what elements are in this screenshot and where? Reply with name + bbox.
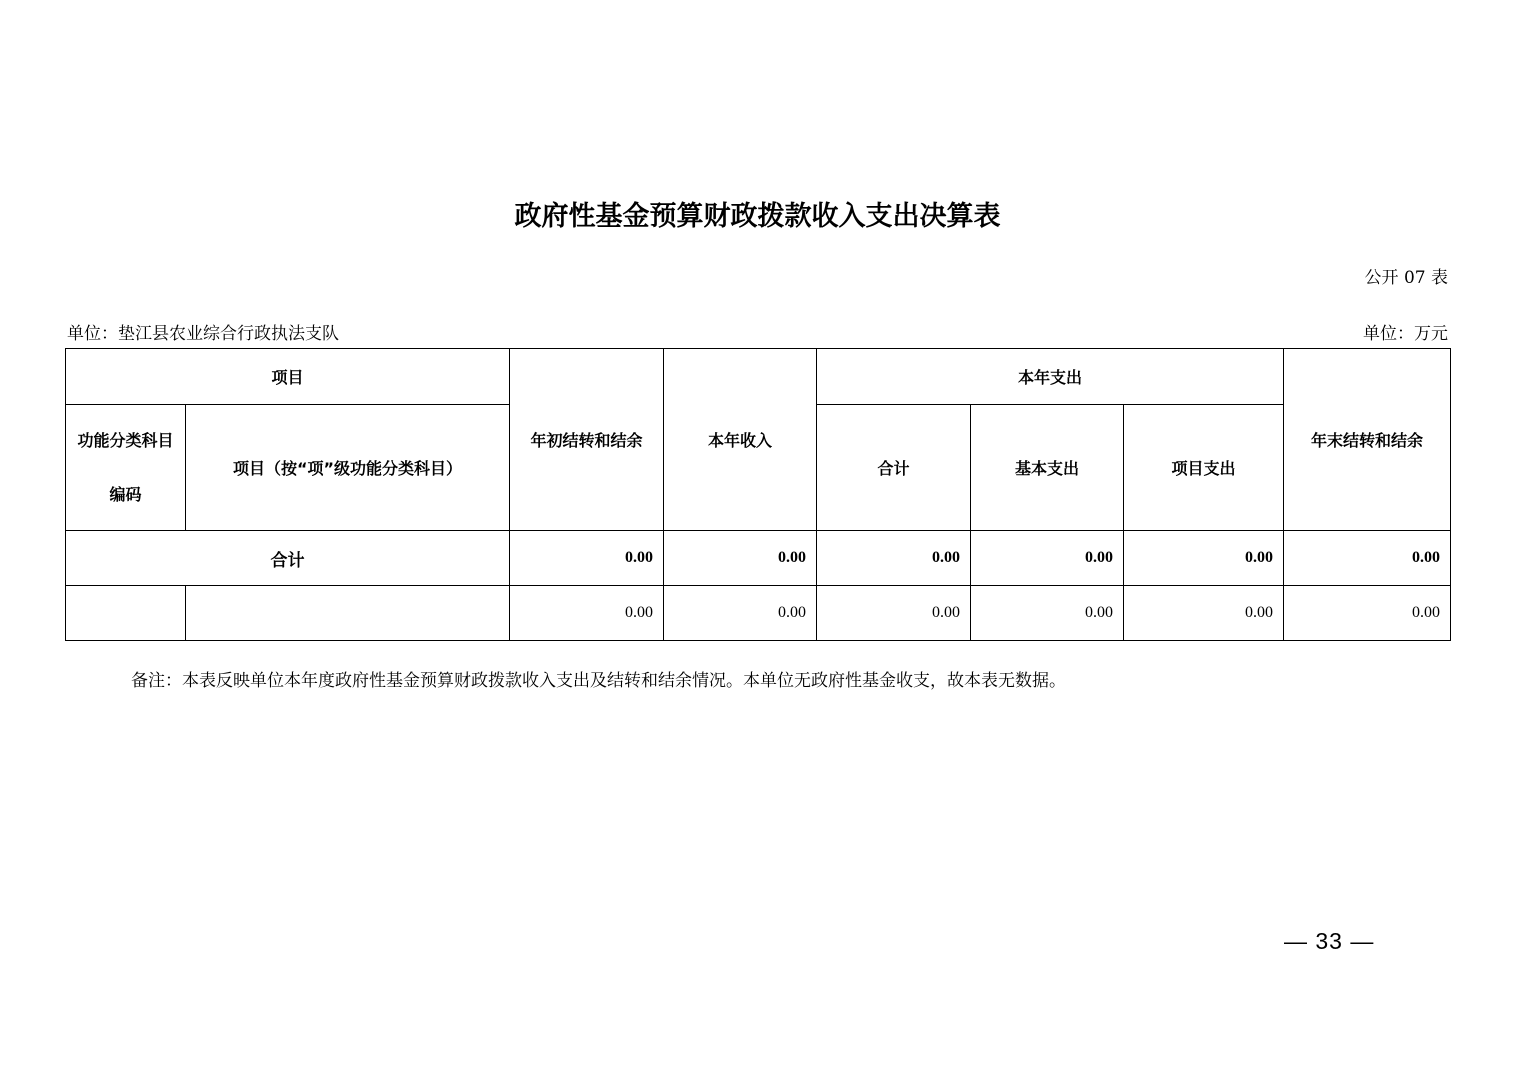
header-end-balance: 年末结转和结余 [1284,349,1451,531]
page-number: — 33 — [1284,928,1375,954]
total-row [66,531,1451,586]
header-current-expense-group: 本年支出 [817,349,1284,405]
row-name [186,586,510,641]
row-begin-balance: 0.00 [510,586,664,641]
header-func-code [66,405,186,531]
total-label: 合计 [66,531,510,586]
header-expense-total: 合计 [817,405,971,531]
unit-currency: 单位：万元 [1363,324,1448,344]
header-current-income: 本年收入 [664,349,817,531]
total-begin-balance: 0.00 [510,531,664,586]
total-basic-expense: 0.00 [971,531,1124,586]
header-begin-balance: 年初结转和结余 [510,349,664,531]
total-expense-total: 0.00 [817,531,971,586]
table-row [66,586,1451,641]
header-func-code-line1: 功能分类科目 [77,430,174,450]
total-project-expense: 0.00 [1124,531,1284,586]
total-end-balance: 0.00 [1284,531,1451,586]
row-code [66,586,186,641]
row-project-expense: 0.00 [1124,586,1284,641]
header-project-group: 项目 [66,349,510,405]
row-end-balance: 0.00 [1284,586,1451,641]
header-func-code-line2: 编码 [109,484,142,504]
header-project-expense: 项目支出 [1124,405,1284,531]
form-number: 公开 07 表 [1364,268,1448,288]
row-current-income: 0.00 [664,586,817,641]
footnote: 备注：本表反映单位本年度政府性基金预算财政拨款收入支出及结转和结余情况。本单位无政府性基金收支，故本表无数据。 [131,671,1066,691]
header-basic-expense: 基本支出 [971,405,1124,531]
unit-organization: 单位：垫江县农业综合行政执法支队 [67,324,339,344]
budget-table [65,348,1451,641]
document-title: 政府性基金预算财政拨款收入支出决算表 [514,201,1001,232]
row-expense-total: 0.00 [817,586,971,641]
row-basic-expense: 0.00 [971,586,1124,641]
header-project-name: 项目（按“项”级功能分类科目） [186,405,510,531]
total-current-income: 0.00 [664,531,817,586]
